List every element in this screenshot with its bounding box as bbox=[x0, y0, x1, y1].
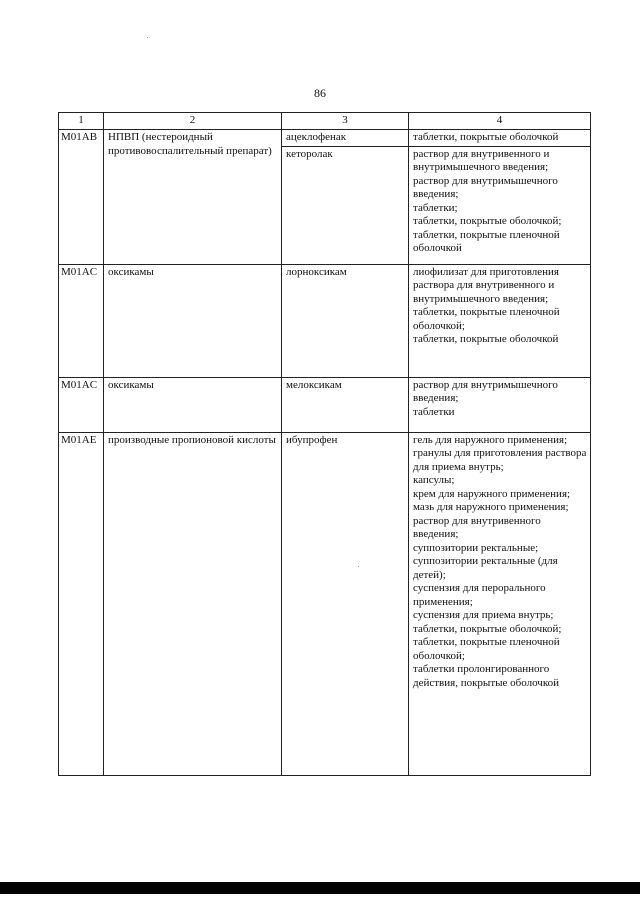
group-cell: НПВП (нестероидный противовоспалительный препарат) bbox=[104, 130, 282, 265]
column-header: 4 bbox=[409, 113, 591, 130]
column-header: 3 bbox=[282, 113, 409, 130]
scan-speck bbox=[147, 37, 148, 38]
drug-name-cell: ацеклофенак bbox=[282, 130, 409, 147]
dosage-forms-cell: таблетки, покрытые оболочкой bbox=[409, 130, 591, 147]
drug-name-cell: мелоксикам bbox=[282, 377, 409, 432]
drug-name-cell: лорноксикам bbox=[282, 264, 409, 377]
table-row bbox=[59, 432, 591, 775]
atc-code-cell: M01AC bbox=[59, 264, 104, 377]
dosage-forms-cell: раствор для внутривенного и внутримышечного введения; раствор для внутримышечного введения; таблетки; таблетки, покрытые оболочкой; таблетки, покрытые пленочной оболочкой bbox=[409, 146, 591, 264]
group-cell: оксикамы bbox=[104, 264, 282, 377]
page-number: 86 bbox=[314, 86, 326, 100]
drug-name-cell: кеторолак bbox=[282, 146, 409, 264]
group-cell: производные пропионовой кислоты bbox=[104, 432, 282, 775]
dosage-forms-cell: лиофилизат для приготовления раствора для внутривенного и внутримышечного введения; таблетки, покрытые пленочной оболочкой; таблетки, покрытые оболочкой bbox=[409, 264, 591, 377]
table-row bbox=[59, 377, 591, 432]
column-header: 1 bbox=[59, 113, 104, 130]
drug-table bbox=[58, 112, 591, 776]
table-row bbox=[59, 130, 591, 147]
atc-code-cell: M01AC bbox=[59, 377, 104, 432]
column-header: 2 bbox=[104, 113, 282, 130]
atc-code-cell: M01AB bbox=[59, 130, 104, 265]
table-row bbox=[59, 264, 591, 377]
table-header-row bbox=[59, 113, 591, 130]
drug-name-cell: ибупрофен bbox=[282, 432, 409, 775]
group-cell: оксикамы bbox=[104, 377, 282, 432]
atc-code-cell: M01AE bbox=[59, 432, 104, 775]
scan-bottom-bar bbox=[0, 882, 640, 894]
dosage-forms-cell: раствор для внутримышечного введения; таблетки bbox=[409, 377, 591, 432]
dosage-forms-cell: гель для наружного применения; гранулы для приготовления раствора для приема внутрь; капсулы; крем для наружного применения; мазь для наружного применения; раствор для внутривенного введения; суппозитории ректальные; суппозитории ректальные (для детей); суспензия для перорального применения; суспензия для приема внутрь; таблетки, покрытые оболочкой; таблетки, покрытые пленочной оболочкой; таблетки пролонгированного действия, покрытые оболочкой bbox=[409, 432, 591, 775]
